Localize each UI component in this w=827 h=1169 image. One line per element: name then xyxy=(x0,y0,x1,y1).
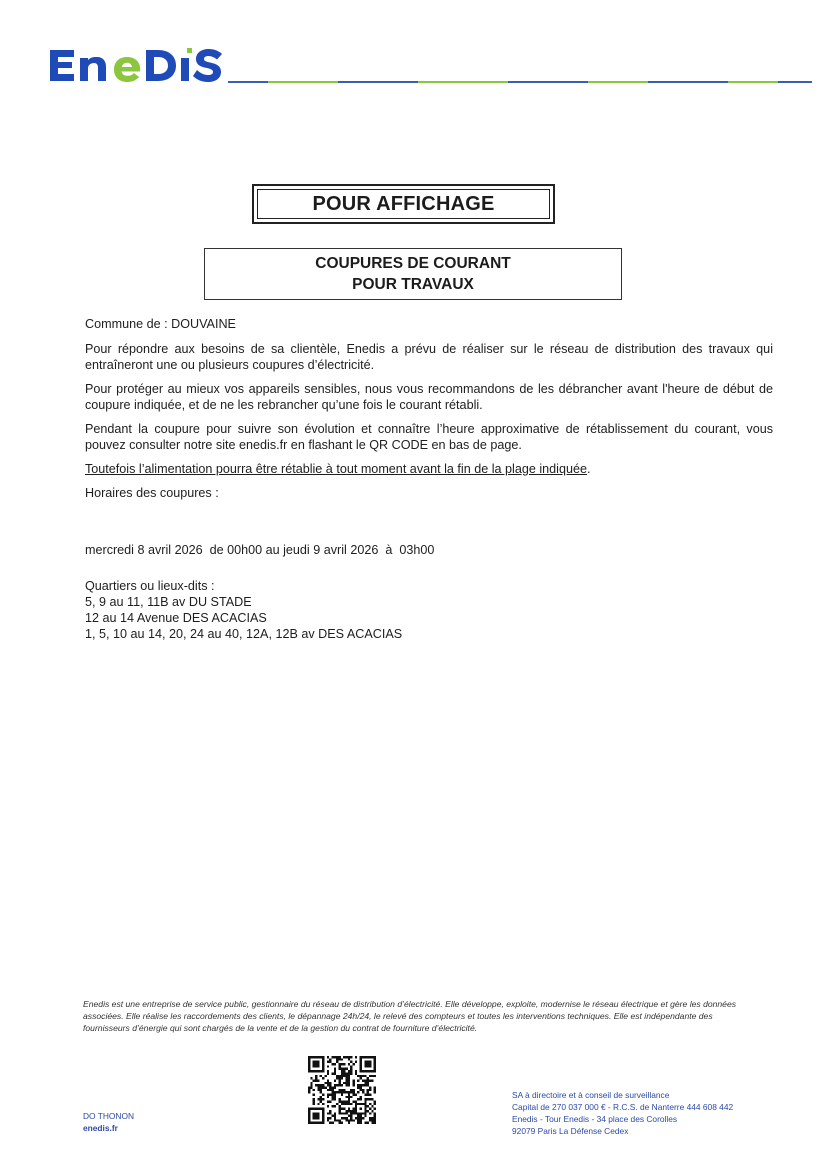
company-info xyxy=(512,1089,733,1137)
title-box xyxy=(252,184,555,224)
area-item: 1, 5, 10 au 14, 20, 24 au 40, 12A, 12B av DES ACACIAS xyxy=(85,627,403,641)
paragraph-devices: Pour protéger au mieux vos appareils sensibles, nous vous recommandons de les débrancher avant l'heure de début de coupure indiquée, et de ne les rebrancher qu’une fois le courant rétabli. xyxy=(85,382,773,412)
commune-line: Commune de : DOUVAINE xyxy=(85,317,236,331)
schedule-value: mercredi 8 avril 2026 de 00h00 au jeudi 9 avril 2026 à 03h00 xyxy=(85,543,435,557)
spacer xyxy=(85,509,773,542)
legal-notice: Enedis est une entreprise de service public, gestionnaire du réseau de distribution d’électricité. Elle développe, exploite, modernise le réseau électrique et gère les données associées. Elle réalise les raccordements des clients, le dépannage 24h/24, le relevé des compteurs et toutes les interventions techniques. Elle est indépendante des fournisseurs d’énergie qui sont chargés de la vente et de la gestion du contrat de fourniture d’électricité. xyxy=(83,999,737,1033)
subtitle-box xyxy=(204,248,622,300)
company-line: Capital de 270 037 000 € - R.C.S. de Nanterre 444 608 442 xyxy=(512,1102,734,1112)
page-title: POUR AFFICHAGE xyxy=(257,189,550,219)
agency-block xyxy=(83,1110,134,1134)
paragraph-works: Pour répondre aux besoins de sa clientèle, Enedis a prévu de réaliser sur le réseau de distribution des travaux qui entraîneront une ou plusieurs coupures d’électricité. xyxy=(85,342,773,372)
areas-list xyxy=(85,578,773,642)
restore-notice xyxy=(85,461,773,477)
area-item: 5, 9 au 11, 11B av DU STADE xyxy=(85,595,252,609)
qr-code-icon[interactable] xyxy=(308,1056,376,1124)
website-link[interactable]: enedis.fr xyxy=(83,1123,118,1133)
schedule-label: Horaires des coupures : xyxy=(85,486,219,500)
restore-notice-end: . xyxy=(586,462,591,476)
area-item: 12 au 14 Avenue DES ACACIAS xyxy=(85,611,267,625)
notice-body xyxy=(85,316,773,642)
areas-label: Quartiers ou lieux-dits : xyxy=(85,579,215,593)
header-rule xyxy=(228,80,812,84)
restore-notice-text: Toutefois l’alimentation pourra être rétablie à tout moment avant la fin de la plage indiquée xyxy=(85,462,587,476)
subtitle-line-1: COUPURES DE COURANT xyxy=(315,255,511,272)
company-line: SA à directoire et à conseil de surveillance xyxy=(512,1090,670,1100)
company-line: Enedis - Tour Enedis - 34 place des Corolles xyxy=(512,1114,678,1124)
enedis-logo xyxy=(48,40,226,88)
company-line: 92079 Paris La Défense Cedex xyxy=(512,1126,629,1136)
paragraph-tracking: Pendant la coupure pour suivre son évolution et connaître l’heure approximative de rétablissement du courant, vous pouvez consulter notre site enedis.fr en flashant le QR CODE en bas de page. xyxy=(85,422,773,452)
subtitle-line-2: POUR TRAVAUX xyxy=(352,276,474,293)
agency-name: DO THONON xyxy=(83,1111,135,1121)
